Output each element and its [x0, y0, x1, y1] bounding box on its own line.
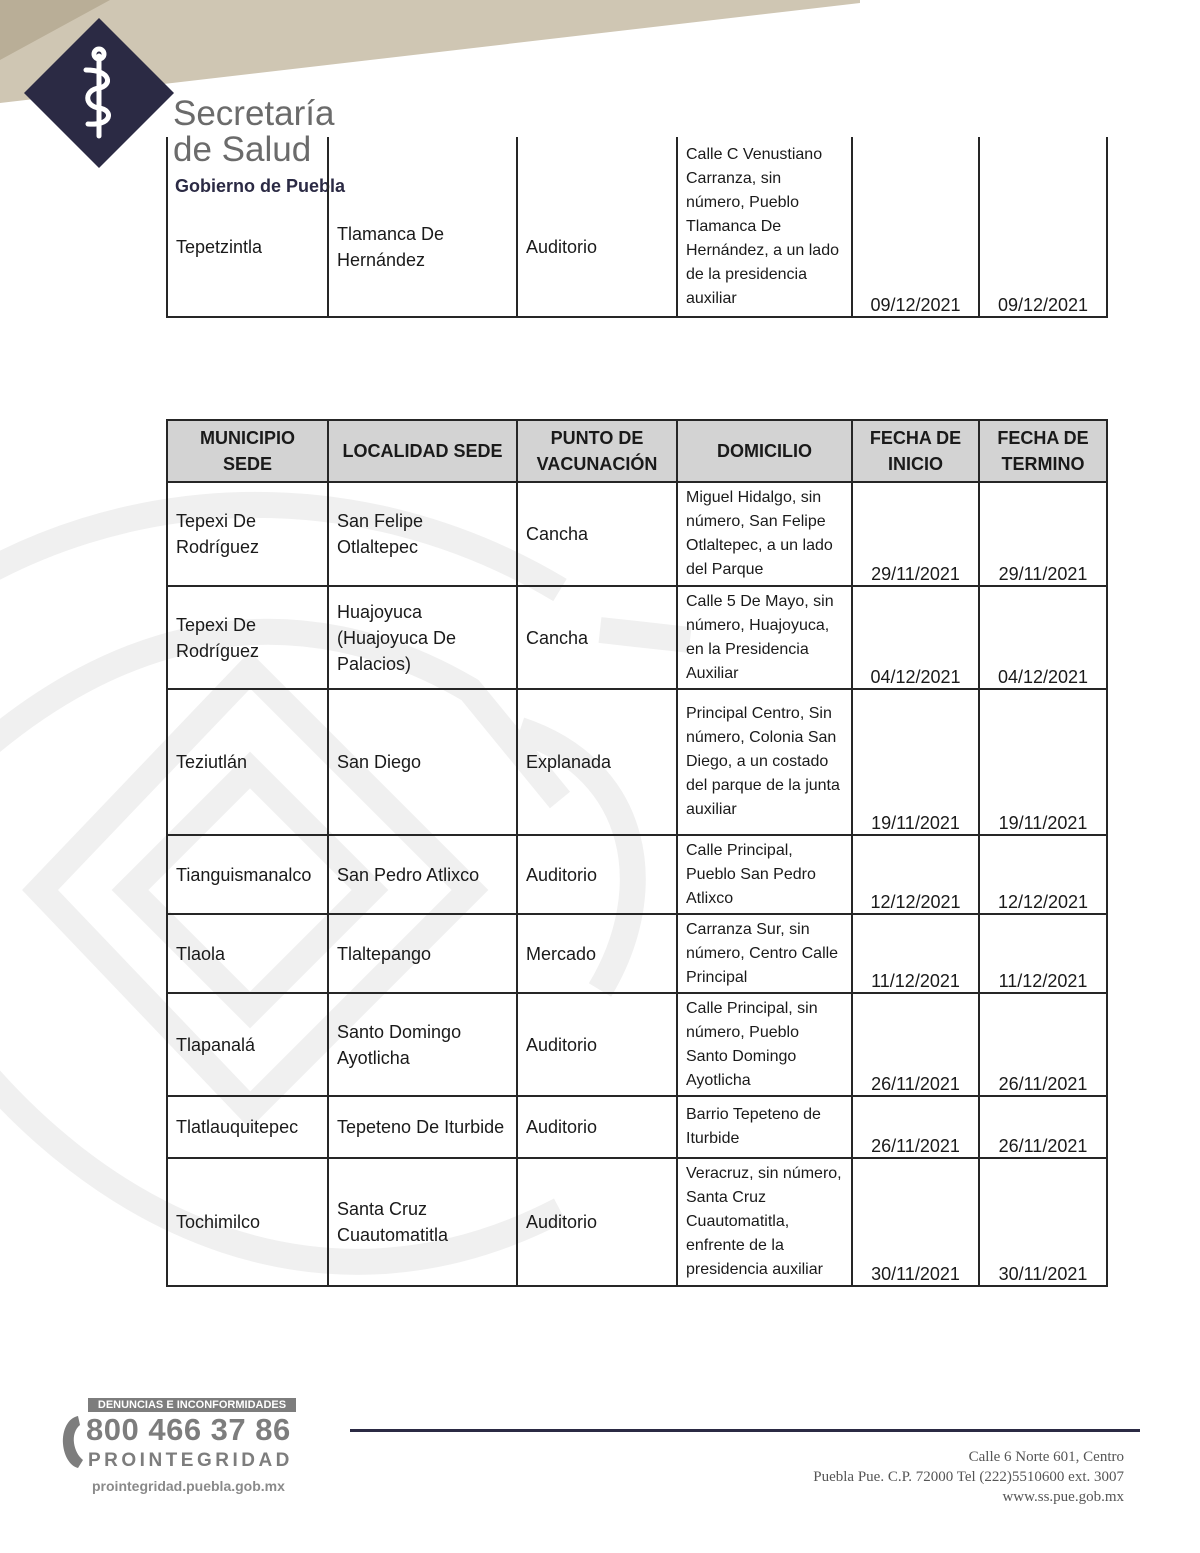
cell-punto: Explanada	[517, 689, 677, 835]
cell-punto: Auditorio	[517, 137, 677, 317]
cell-fecha-termino: 30/11/2021	[979, 1158, 1107, 1286]
cell-localidad: San Pedro Atlixco	[328, 835, 517, 914]
address-line-1: Calle 6 Norte 601, Centro	[968, 1449, 1124, 1465]
cell-fecha-termino: 19/11/2021	[979, 689, 1107, 835]
table-row	[167, 1096, 1107, 1158]
cell-domicilio: Barrio Tepeteno de Iturbide	[677, 1096, 852, 1158]
cell-localidad: Tlaltepango	[328, 914, 517, 993]
cell-domicilio: Calle Principal, sin número, Pueblo Santo Domingo Ayotlicha	[677, 993, 852, 1096]
hotline-banner: DENUNCIAS E INCONFORMIDADES	[88, 1398, 296, 1412]
cell-domicilio: Calle 5 De Mayo, sin número, Huajoyuca, en la Presidencia Auxiliar	[677, 586, 852, 689]
cell-localidad: San Felipe Otlaltepec	[328, 482, 517, 586]
cell-fecha-inicio: 12/12/2021	[852, 835, 979, 914]
cell-fecha-inicio: 09/12/2021	[852, 137, 979, 317]
footer-address	[813, 1447, 1124, 1507]
cell-localidad: Santa Cruz Cuautomatitla	[328, 1158, 517, 1286]
header-fecha-termino: FECHA DE TERMINO	[979, 420, 1107, 482]
cell-fecha-termino: 26/11/2021	[979, 993, 1107, 1096]
website-link[interactable]: www.ss.pue.gob.mx	[1002, 1489, 1124, 1505]
cell-fecha-inicio: 04/12/2021	[852, 586, 979, 689]
cell-fecha-inicio: 29/11/2021	[852, 482, 979, 586]
cell-punto: Cancha	[517, 482, 677, 586]
table-header-row	[167, 420, 1107, 482]
cell-fecha-inicio: 11/12/2021	[852, 914, 979, 993]
vaccination-table	[166, 419, 1108, 1287]
cell-fecha-termino: 11/12/2021	[979, 914, 1107, 993]
table-row	[167, 482, 1107, 586]
continued-table	[166, 137, 1108, 318]
cell-domicilio: Principal Centro, Sin número, Colonia San Diego, a un costado del parque de la junta auxiliar	[677, 689, 852, 835]
table-row	[167, 1158, 1107, 1286]
table-row	[167, 689, 1107, 835]
cell-municipio: Tlatlauquitepec	[167, 1096, 328, 1158]
cell-punto: Auditorio	[517, 1096, 677, 1158]
cell-localidad: Tlamanca De Hernández	[328, 137, 517, 317]
header-punto: PUNTO DE VACUNACIÓN	[517, 420, 677, 482]
cell-municipio: Tochimilco	[167, 1158, 328, 1286]
footer-divider	[350, 1429, 1140, 1432]
cell-domicilio: Calle C Venustiano Carranza, sin número, Pueblo Tlamanca De Hernández, a un lado de la presidencia auxiliar	[677, 137, 852, 317]
cell-punto: Auditorio	[517, 993, 677, 1096]
health-logo-icon	[24, 18, 174, 168]
table-row	[167, 835, 1107, 914]
cell-domicilio: Miguel Hidalgo, sin número, San Felipe Otlaltepec, a un lado del Parque	[677, 482, 852, 586]
cell-municipio: Tlapanalá	[167, 993, 328, 1096]
cell-localidad: Huajoyuca (Huajoyuca De Palacios)	[328, 586, 517, 689]
cell-punto: Mercado	[517, 914, 677, 993]
header-municipio: MUNICIPIO SEDE	[167, 420, 328, 482]
header-fecha-inicio: FECHA DE INICIO	[852, 420, 979, 482]
cell-domicilio: Carranza Sur, sin número, Centro Calle Principal	[677, 914, 852, 993]
phone-icon	[58, 1412, 88, 1472]
table-row	[167, 914, 1107, 993]
header-localidad: LOCALIDAD SEDE	[328, 420, 517, 482]
cell-fecha-termino: 29/11/2021	[979, 482, 1107, 586]
address-line-2: Puebla Pue. C.P. 72000 Tel (222)5510600 ext. 3007	[813, 1469, 1124, 1485]
logo-title-line1: Secretaría	[173, 94, 335, 133]
hotline-program: PROINTEGRIDAD	[88, 1450, 293, 1471]
logo-subtitle: Gobierno de Puebla	[175, 176, 346, 196]
cell-punto: Auditorio	[517, 835, 677, 914]
hotline-url[interactable]: prointegridad.puebla.gob.mx	[92, 1478, 285, 1494]
cell-municipio: Tianguismanalco	[167, 835, 328, 914]
cell-localidad: Tepeteno De Iturbide	[328, 1096, 517, 1158]
cell-municipio: Tepexi De Rodríguez	[167, 586, 328, 689]
cell-fecha-inicio: 26/11/2021	[852, 993, 979, 1096]
cell-domicilio: Calle Principal, Pueblo San Pedro Atlixco	[677, 835, 852, 914]
cell-municipio: Tepexi De Rodríguez	[167, 482, 328, 586]
cell-fecha-inicio: 30/11/2021	[852, 1158, 979, 1286]
cell-punto: Cancha	[517, 586, 677, 689]
cell-localidad: Santo Domingo Ayotlicha	[328, 993, 517, 1096]
cell-fecha-termino: 09/12/2021	[979, 137, 1107, 317]
cell-punto: Auditorio	[517, 1158, 677, 1286]
cell-fecha-inicio: 19/11/2021	[852, 689, 979, 835]
cell-fecha-termino: 04/12/2021	[979, 586, 1107, 689]
cell-fecha-inicio: 26/11/2021	[852, 1096, 979, 1158]
cell-localidad: San Diego	[328, 689, 517, 835]
cell-municipio: Teziutlán	[167, 689, 328, 835]
table-row	[167, 137, 1107, 317]
cell-municipio: Tepetzintla	[167, 137, 328, 317]
logo-title-line2: de Salud	[173, 130, 312, 169]
cell-domicilio: Veracruz, sin número, Santa Cruz Cuautomatitla, enfrente de la presidencia auxiliar	[677, 1158, 852, 1286]
table-row	[167, 586, 1107, 689]
cell-fecha-termino: 12/12/2021	[979, 835, 1107, 914]
header-domicilio: DOMICILIO	[677, 420, 852, 482]
hotline-block	[58, 1398, 298, 1498]
cell-fecha-termino: 26/11/2021	[979, 1096, 1107, 1158]
hotline-number: 800 466 37 86	[86, 1412, 291, 1447]
cell-municipio: Tlaola	[167, 914, 328, 993]
table-row	[167, 993, 1107, 1096]
